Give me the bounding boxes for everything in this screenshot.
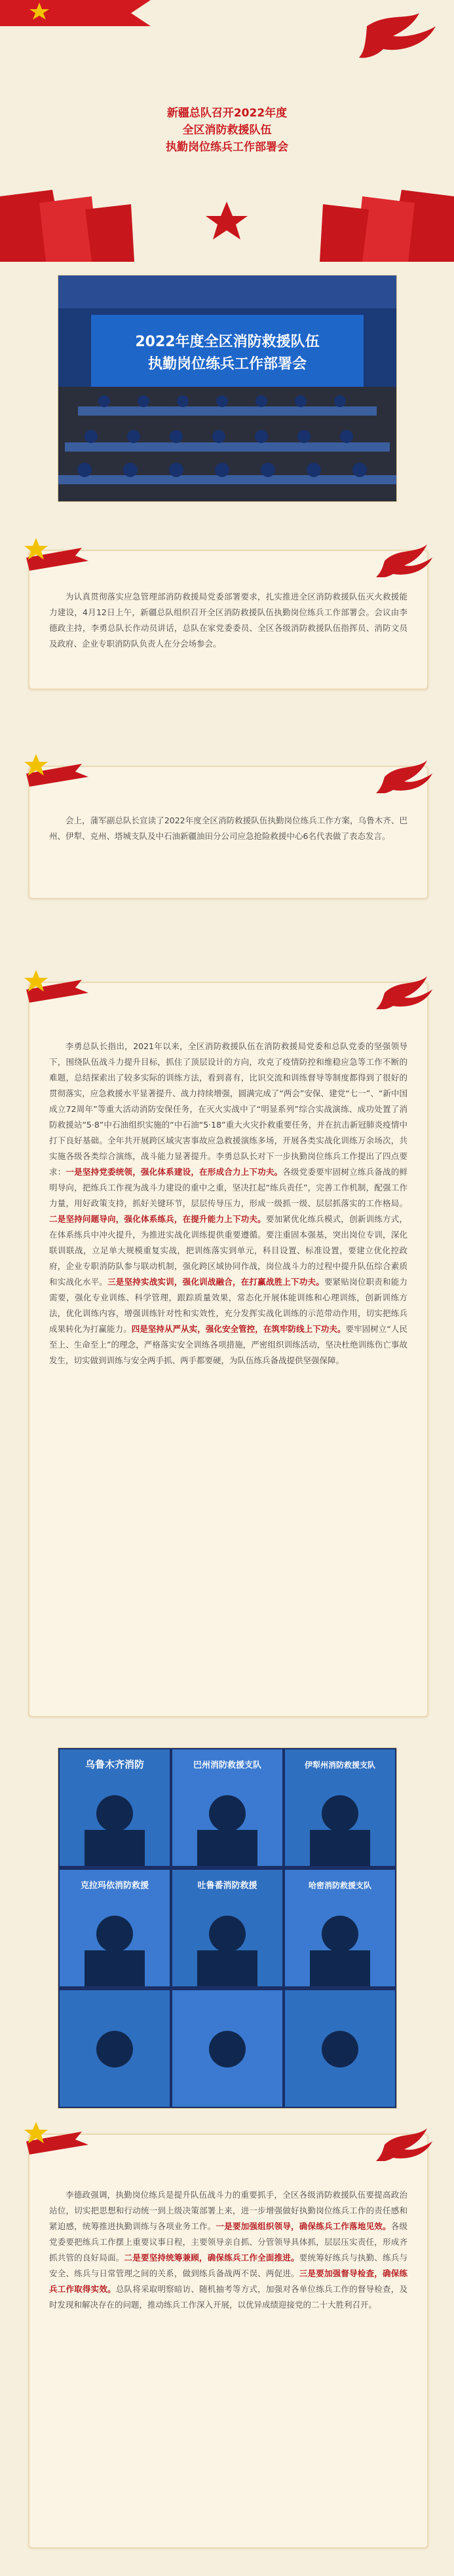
- section-4-point-1: 一是要加强组织领导，确保练兵工作落地见效。: [216, 2221, 391, 2231]
- section-3-point-1-text: 各级党委要牢固树立练兵备战的鲜明导向，把练兵工作视为战斗力建设的重中之重，坚决扛起“练兵责任”，完善工作机制，配强工作力量，用好政策支持，抓好关键环节，层层传导压力，形成一级抓一级、层层抓落实的工作格局。: [49, 1167, 407, 1208]
- section-4-point-3: 三是要加强督导检查，确保练兵工作取得实效。: [49, 2268, 407, 2294]
- video-conference-photo: [58, 1747, 397, 2109]
- section-1-text: [49, 589, 407, 652]
- section-card-4: [28, 2134, 428, 2549]
- dove-icon: [375, 754, 434, 793]
- header-banner: [0, 0, 454, 262]
- panel-label-3: 伊犁州消防救援支队: [304, 1761, 376, 1770]
- section-2-text: [49, 813, 407, 844]
- star-flag-icon: [20, 2119, 92, 2158]
- dove-icon: [359, 13, 436, 58]
- section-3-point-4-text: 要牢固树立“人民至上、生命至上”的理念，严格落实安全训练各项措施，严密组织训练活动，坚决杜绝训练伤亡事故发生，切实做到训练与安全两手抓、两手都要硬，为队伍练兵备战提供坚强保障。: [49, 1324, 407, 1365]
- video-panel-4: [60, 1870, 170, 1986]
- video-panel-2: [172, 1749, 282, 1866]
- section-3-point-3: 三是坚持实战实训，强化训战融合，在打赢战胜上下功夫。: [107, 1277, 324, 1287]
- top-left-flag: [0, 0, 151, 26]
- section-3-text: [49, 1039, 407, 1368]
- section-3-paragraph: [49, 1039, 407, 1368]
- star-flag-icon: [20, 535, 92, 574]
- section-4-paragraph: [49, 2187, 407, 2313]
- video-panel-6: [285, 1870, 395, 1986]
- panel-label-2: 巴州消防救援支队: [193, 1761, 262, 1770]
- star-flag-icon: [20, 751, 92, 790]
- section-3-point-2: 二是坚持问题导向，强化体系练兵，在提升能力上下功夫。: [49, 1214, 266, 1224]
- section-card-3: [28, 982, 428, 1717]
- section-3-point-2-text: 要加紧优化练兵模式，创新训练方式，在体系练兵中冲火提升，为推进实战化训练提供重要遵循。要注重固本强基，突出岗位专训，深化联训联战，立足单大规模重复实战，把训练落实到单元，科目设置、标准设置，要建立优化控政府，企业专职消防队参与联动机制，强化跨区域协同作战，岗位战斗力的过程中提升队伍综合素质和实战化水平。: [49, 1214, 407, 1287]
- section-4-point-3-text: 总队将采取明察暗访、随机抽考等方式，加强对各单位练兵工作的督导检查，及时发现和解决存在的问题，推动练兵工作深入开展，以优异成绩迎接党的二十大胜利召开。: [49, 2284, 407, 2310]
- section-4-point-2: 二是要坚持统筹兼顾，确保练兵工作全面推进。: [124, 2253, 299, 2263]
- section-4-point-2-text: 要统筹好练兵与执勤、练兵与安全、练兵与日常管理之间的关系，做到练兵备战两不误、两促进。: [49, 2253, 407, 2278]
- section-3-point-4: 四是坚持从严从实，强化安全管控，在筑牢防线上下功夫。: [131, 1324, 346, 1334]
- title-line-2: 全区消防救援队伍: [182, 124, 272, 137]
- section-4-point-1-text: 各级党委要把练兵工作摆上重要议事日程，主要领导亲自抓、分管领导具体抓，层层压实责任，形成齐抓共管的良好局面。: [49, 2221, 407, 2263]
- video-panel-row3: [60, 1990, 395, 2107]
- dove-icon: [375, 2122, 434, 2161]
- section-3-point-1: 一是坚持党委统领，强化体系建设，在形成合力上下功夫。: [66, 1167, 283, 1177]
- panel-label-4: 克拉玛依消防救援: [80, 1881, 149, 1891]
- section-4-text: [49, 2187, 407, 2313]
- flag-right-3: [320, 204, 369, 262]
- star-flag-icon: [20, 967, 92, 1006]
- dove-icon: [375, 970, 434, 1009]
- video-panel-3: [285, 1749, 395, 1866]
- section-3-point-3-text: 要紧贴岗位职责和能力需要，强化专业训练、科学管理，跟踪质量效果，常态化开展体能训练和心理训练，创新训练方法，优化训练内容，增强训练针对性和实效性，充分发挥实战化训练的示范带动作用，切实把练兵成果转化为打赢能力。: [49, 1277, 407, 1334]
- panel-label-1: 乌鲁木齐消防: [85, 1759, 145, 1770]
- title-line-3: 执勤岗位练兵工作部署会: [166, 141, 288, 154]
- section-card-2: [28, 766, 428, 899]
- banner-line-1: 2022年度全区消防救援队伍: [135, 334, 320, 350]
- video-panel-5: [172, 1870, 282, 1986]
- title-block: [0, 105, 454, 156]
- center-star-icon: [206, 202, 248, 240]
- video-grid-illustration: [58, 1748, 396, 2108]
- section-4-intro: 李德政强调，执勤岗位练兵是提升队伍战斗力的重要抓手，全区各级消防救援队伍要提高政治站位，切实把思想和行动统一到上级决策部署上来，进一步增强做好执勤岗位练兵工作的责任感和紧迫感，统筹推进执勤训练与各项业务工作。: [49, 2190, 407, 2231]
- title-line-1: 新疆总队召开2022年度: [166, 107, 288, 120]
- section-3-intro: 李勇总队长指出，2021年以来，全区消防救援队伍在消防救援局党委和总队党委的坚强领导下，围绕队伍战斗力提升目标，抓住了顶层设计的方向，攻克了疫情防控和维稳应急等工作不断的难题，总结探索出了较多实际的训练方法，看到喜有，比识交流和训练督导等制度都得到了很好的贯彻落实，应急救援水平显著提升、战力持续增强，圆满完成了“两会”安保、建党“七一”、“新中国成立72周年”等重大活动消防安保任务，在灭火实战中了“明显系列”综合实战演练、成功处置了消防救援站“5·8”中石油组织实施的“中石油“5·18”重大火灾扑救重要任务，并在抗击新冠肺炎疫情中打下良好基础。全年共开展跨区域灾害事故应急救援演练多场，开展各类实战化训练万余场次，共实施各级各类综合演练，战斗能力显著提升。李勇总队长对下一步执勤岗位练兵工作提出了四点要求：: [49, 1041, 407, 1177]
- banner-line-2: 执勤岗位练兵工作部署会: [147, 356, 307, 372]
- flag-left-3: [85, 204, 134, 262]
- video-panel-1: [60, 1749, 170, 1866]
- meeting-photo-illustration: [58, 276, 396, 501]
- section-2-paragraph: 会上，蒲军副总队长宣读了2022年度全区消防救援队伍执勤岗位练兵工作方案，乌鲁木齐、巴州、伊犁、克州、塔城支队及中石油新疆油田分公司应急抢险救援中心6名代表做了表态发言。: [49, 815, 407, 841]
- dove-icon: [375, 538, 434, 577]
- panel-label-5: 吐鲁番消防救援: [197, 1881, 257, 1891]
- meeting-photo: [58, 275, 397, 502]
- section-1-paragraph: 为认真贯彻落实应急管理部消防救援局党委部署要求，扎实推进全区消防救援队伍灭火救援能力建设，4月12日上午，新疆总队组织召开全区消防救援队伍执勤岗位练兵工作部署会。会议由李德政主持，李勇总队长作动员讲话，总队在家党委委员、全区各级消防救援队伍指挥员、消防文员及政府、企业专职消防队负责人在分会场参会。: [49, 592, 407, 649]
- section-card-1: [28, 550, 428, 690]
- panel-label-6: 哈密消防救援支队: [308, 1881, 372, 1890]
